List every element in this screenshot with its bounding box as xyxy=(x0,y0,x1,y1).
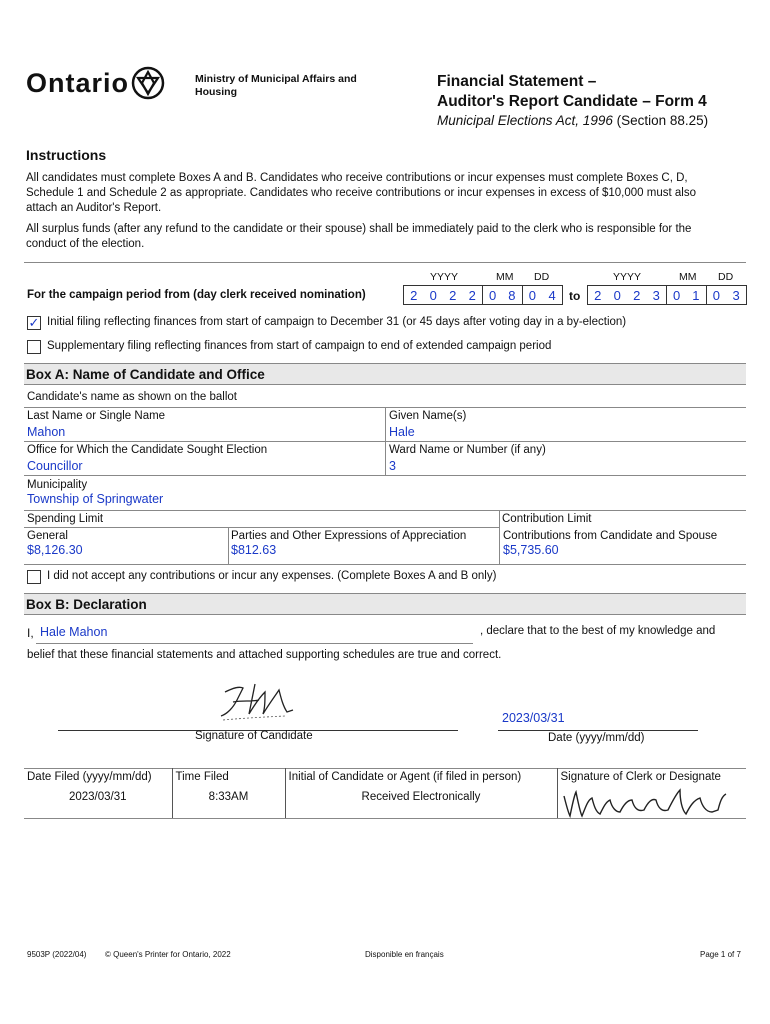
divider xyxy=(24,262,746,263)
supplementary-filing-label: Supplementary filing reflecting finances from start of campaign to end of extended campaign period xyxy=(47,340,552,352)
date-filed-value: 2023/03/31 xyxy=(68,791,127,803)
divider xyxy=(24,818,746,819)
to-dd-header: DD xyxy=(718,271,734,283)
clerk-signature-label: Signature of Clerk or Designate xyxy=(560,771,721,783)
form-title-line1: Financial Statement – xyxy=(437,73,597,90)
digit: 2 xyxy=(410,287,418,303)
general-limit-value: $8,126.30 xyxy=(27,543,83,557)
digit: 4 xyxy=(548,287,556,303)
copyright: © Queen's Printer for Ontario, 2022 xyxy=(105,950,231,959)
declarant-line xyxy=(36,643,473,644)
page-number: Page 1 of 7 xyxy=(700,950,741,959)
last-name-label: Last Name or Single Name xyxy=(27,410,166,422)
from-dd xyxy=(523,286,563,304)
time-filed-cell xyxy=(172,768,285,818)
from-yyyy-header: YYYY xyxy=(430,271,459,283)
divider xyxy=(24,475,746,476)
digit: 0 xyxy=(613,287,621,303)
box-b-heading: Box B: Declaration xyxy=(24,593,746,615)
parties-limit-value: $812.63 xyxy=(231,543,277,557)
given-name-label: Given Name(s) xyxy=(389,410,467,422)
digit: 2 xyxy=(633,287,641,303)
divider xyxy=(24,510,746,511)
declarant-name-input[interactable]: Hale Mahon xyxy=(40,625,108,639)
digit: 3 xyxy=(652,287,660,303)
ward-label: Ward Name or Number (if any) xyxy=(389,444,546,456)
to-mm-header: MM xyxy=(679,271,697,283)
from-dd-header: DD xyxy=(534,271,550,283)
digit: 0 xyxy=(528,287,536,303)
digit: 2 xyxy=(449,287,457,303)
instructions-para2: All surplus funds (after any refund to the candidate or their spouse) shall be immediately paid to the clerk who is responsible for the conduct of the election. xyxy=(26,223,692,250)
digit: 0 xyxy=(429,287,437,303)
municipality-input[interactable]: Township of Springwater xyxy=(27,492,164,506)
signature-label: Signature of Candidate xyxy=(195,730,313,742)
form-title-line2: Auditor's Report Candidate – Form 4 xyxy=(437,93,707,110)
french-availability: Disponible en français xyxy=(365,950,444,959)
digit: 0 xyxy=(489,287,497,303)
given-name-input[interactable]: Hale xyxy=(389,425,415,439)
to-date-field[interactable] xyxy=(587,285,747,305)
initial-filing-checkbox[interactable] xyxy=(27,316,41,330)
act-name: Municipal Elections Act, 1996 xyxy=(437,113,613,128)
time-filed-value: 8:33AM xyxy=(208,791,249,803)
parties-label: Parties and Other Expressions of Appreciation xyxy=(231,530,467,542)
from-mm-header: MM xyxy=(496,271,514,283)
date-filed-cell xyxy=(24,768,172,818)
to-mm xyxy=(667,286,707,304)
from-yyyy xyxy=(404,286,483,304)
box-a-heading: Box A: Name of Candidate and Office xyxy=(24,363,746,385)
contribution-limit-label: Contribution Limit xyxy=(502,513,592,525)
ontario-logo-text: Ontario xyxy=(26,68,130,98)
form-subtitle xyxy=(437,113,708,128)
divider xyxy=(499,510,500,564)
office-input[interactable]: Councillor xyxy=(27,459,83,473)
time-filed-label: Time Filed xyxy=(175,771,229,783)
ward-input[interactable]: 3 xyxy=(389,459,396,473)
no-contributions-checkbox[interactable] xyxy=(27,570,41,584)
act-section: (Section 88.25) xyxy=(616,113,709,128)
to-yyyy-header: YYYY xyxy=(613,271,642,283)
no-contributions-label: I did not accept any contributions or incur any expenses. (Complete Boxes A and B only) xyxy=(47,570,497,582)
divider xyxy=(24,564,746,565)
instructions-heading: Instructions xyxy=(26,147,107,163)
form-code: 9503P (2022/04) xyxy=(27,950,87,959)
contrib-candidate-label: Contributions from Candidate and Spouse xyxy=(503,530,718,542)
candidate-signature-image xyxy=(215,680,300,724)
digit: 2 xyxy=(468,287,476,303)
date-filed-label: Date Filed (yyyy/mm/dd) xyxy=(27,771,152,783)
declaration-text1: , declare that to the best of my knowledge and xyxy=(480,625,716,637)
clerk-signature-image xyxy=(560,786,740,822)
municipality-label: Municipality xyxy=(27,479,88,491)
contrib-candidate-value: $5,735.60 xyxy=(503,543,559,557)
from-mm xyxy=(483,286,523,304)
to-yyyy xyxy=(588,286,667,304)
trillium-logo-icon xyxy=(131,66,165,100)
to-dd xyxy=(707,286,747,304)
office-label: Office for Which the Candidate Sought Election xyxy=(27,444,268,456)
general-label: General xyxy=(27,530,68,542)
digit: 1 xyxy=(692,287,700,303)
digit: 3 xyxy=(732,287,740,303)
initial-label: Initial of Candidate or Agent (if filed in person) xyxy=(288,771,522,783)
from-date-field[interactable] xyxy=(403,285,563,305)
instructions-para1: All candidates must complete Boxes A and B. Candidates who receive contributions or incur expenses must complete Boxes C, D, Schedule 1 and Schedule 2 as appropriate. Candidates who receive contributions or incur expenses in excess of $10,000 must also attach an Auditor's Report. xyxy=(26,172,696,214)
initial-filing-label: Initial filing reflecting finances from start of campaign to December 31 (or 45 days after voting day in a by-election) xyxy=(47,316,627,328)
declaration-date-input[interactable]: 2023/03/31 xyxy=(502,711,565,725)
form-title xyxy=(437,72,707,112)
to-label: to xyxy=(569,289,581,303)
campaign-period-label: For the campaign period from (day clerk received nomination) xyxy=(27,289,366,301)
date-line xyxy=(498,730,698,731)
divider xyxy=(24,527,499,528)
spending-limit-label: Spending Limit xyxy=(27,513,104,525)
supplementary-filing-checkbox[interactable] xyxy=(27,340,41,354)
ballot-note: Candidate's name as shown on the ballot xyxy=(27,391,237,403)
initial-value: Received Electronically xyxy=(361,791,481,803)
checkmark-icon: ✓ xyxy=(28,315,40,330)
last-name-input[interactable]: Mahon xyxy=(27,425,66,439)
date-label: Date (yyyy/mm/dd) xyxy=(548,732,645,744)
initial-cell xyxy=(285,768,557,818)
digit: 8 xyxy=(508,287,516,303)
digit: 0 xyxy=(673,287,681,303)
digit: 2 xyxy=(594,287,602,303)
digit: 0 xyxy=(712,287,720,303)
declaration-i-label: I, xyxy=(27,626,34,640)
divider xyxy=(228,527,229,564)
ministry-name: Ministry of Municipal Affairs and Housing xyxy=(195,73,357,98)
declaration-text2: belief that these financial statements and attached supporting schedules are true and correct. xyxy=(27,649,502,661)
divider xyxy=(24,441,746,442)
